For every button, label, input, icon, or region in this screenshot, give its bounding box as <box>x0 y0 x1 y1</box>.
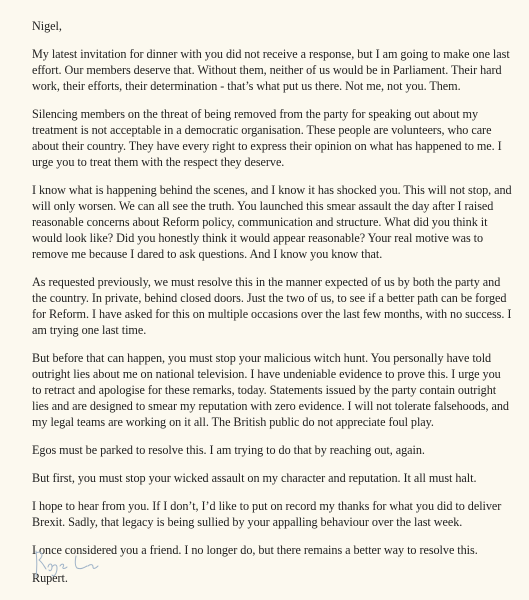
handwritten-signature <box>32 547 102 579</box>
letter-paragraph-1: My latest invitation for dinner with you did not receive a response, but I am going to make one last effort. Our members deserve that. Without them, neither of us would be in Parliament. Their hard work, their efforts, their determination - that’s what put us there. Not me, not you. Them. <box>32 47 510 93</box>
letter-paragraph-5: But before that can happen, you must stop your malicious witch hunt. You personally have told outright lies about me on national television. I have undeniable evidence to prove this. I urge you to retract and apologise for these remarks, today. Statements issued by the party contain outright lies and are designed to smear my reputation with zero evidence. I will not tolerate falsehoods, and my legal teams are working on it all. The British public do not appreciate foul play. <box>32 351 509 429</box>
letter-body <box>32 18 513 586</box>
letter-paragraph-7: But first, you must stop your wicked assault on my character and reputation. It all must halt. <box>32 471 477 485</box>
letter-paragraph-3: I know what is happening behind the scenes, and I know it has shocked you. This will not stop, and will only worsen. We can all see the truth. You launched this smear assault the day after I raised reasonable concerns about Reform policy, communication and structure. What did you think it would look like? Did you honestly think it would appear reasonable? Your real motive was to remove me because I dared to ask questions. And I know you know that. <box>32 183 512 261</box>
letter-paragraph-2: Silencing members on the threat of being removed from the party for speaking out about my treatment is not acceptable in a democratic organisation. These people are volunteers, who care about their country. They have every right to express their opinion on what has happened to me. I urge you to treat them with the respect they deserve. <box>32 107 502 169</box>
letter-paragraph-6: Egos must be parked to resolve this. I am trying to do that by reaching out, again. <box>32 443 425 457</box>
letter-greeting: Nigel, <box>32 19 62 33</box>
letter-paragraph-8: I hope to hear from you. If I don’t, I’d like to put on record my thanks for what you did to deliver Brexit. Sadly, that legacy is being sullied by your appalling behaviour over the last week. <box>32 499 502 529</box>
letter-paragraph-9: I once considered you a friend. I no longer do, but there remains a better way to resolve this. <box>32 543 478 557</box>
letter-closing: Rupert. <box>32 571 68 585</box>
letter-paragraph-4: As requested previously, we must resolve this in the manner expected of us by both the party and the country. In private, behind closed doors. Just the two of us, to see if a better path can be forged for Reform. I have asked for this on multiple occasions over the last few months, with no success. I am trying one last time. <box>32 275 512 337</box>
